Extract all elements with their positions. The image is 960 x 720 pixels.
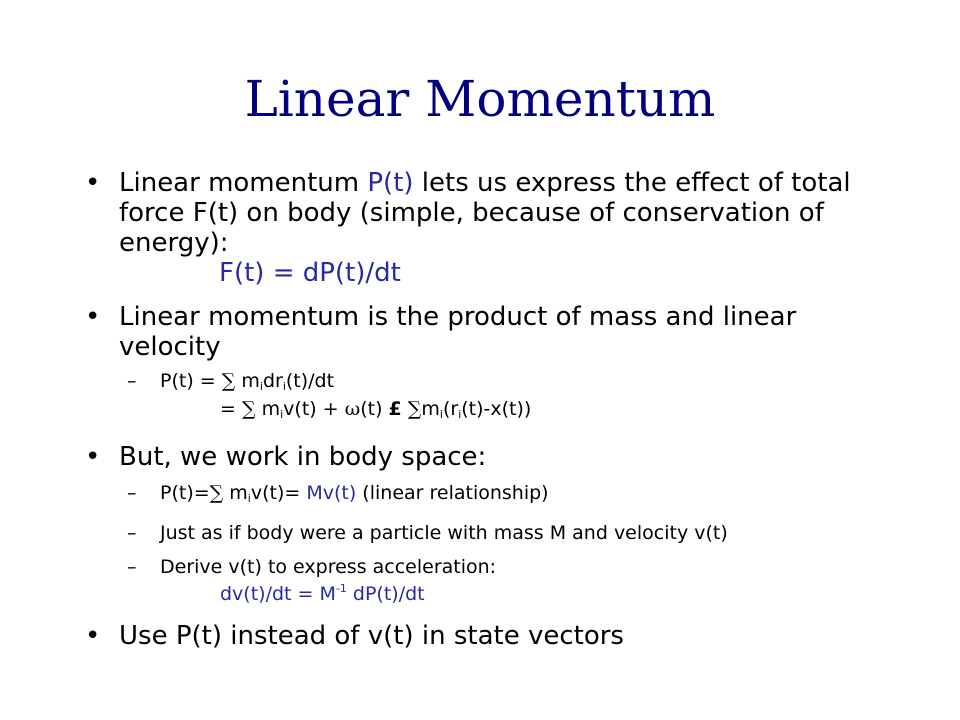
bullet-text: Use P(t) instead of v(t) in state vectors — [119, 621, 624, 651]
slide-title: Linear Momentum — [244, 70, 716, 128]
bullet-state-vectors — [85, 621, 905, 651]
sum-line-2: = ∑ $m_iv(t) + \omega(t)$ £ $\sum m_i(r_i(t)-x(t))$ — [220, 398, 532, 421]
mv-expression: Mv(t) — [306, 482, 357, 504]
bullet-marker: • — [85, 621, 101, 651]
dash-marker: – — [127, 482, 137, 504]
acceleration-equation: $dv(t)/dt = M^{-1}$ dP(t)/dt — [220, 582, 425, 605]
bullet-mass-velocity — [85, 302, 905, 362]
bullet-text: lets us express the effect of total force F(t) on body (simple, because of conservation of energy): — [119, 168, 851, 258]
dash-marker: – — [127, 522, 137, 544]
bullet-marker: • — [85, 302, 101, 332]
bullet-momentum-definition — [85, 168, 905, 288]
sub-bullet-acceleration: – Derive v(t) to express acceleration: $dv(t)/dt = M^{-1}$ dP(t)/dt — [85, 556, 905, 605]
bullet-text: Linear momentum is the product of mass and linear velocity — [119, 302, 797, 362]
bullet-marker: • — [85, 442, 101, 472]
force-equation: F(t) = dP(t)/dt — [219, 258, 401, 288]
dash-marker: – — [127, 370, 137, 392]
sum-line-1: P(t) = ∑ $m_idr_i(t)/dt$ — [160, 370, 335, 393]
sub-bullet-particle: – Just as if body were a particle with mass M and velocity v(t) — [127, 522, 728, 544]
bullet-text: Linear momentum — [119, 168, 368, 198]
sub-bullet-linear-relationship: – P(t)=∑ $m_iv(t)= Mv(t)$ (linear relationship) — [127, 482, 549, 505]
slide-content — [85, 168, 905, 665]
dash-marker: – — [127, 556, 137, 578]
sub-bullet-momentum-sum — [85, 370, 905, 426]
bullet-text: But, we work in body space: — [119, 442, 487, 472]
bullet-marker: • — [85, 168, 101, 198]
bullet-body-space — [85, 442, 905, 472]
momentum-symbol: P(t) — [367, 168, 414, 198]
